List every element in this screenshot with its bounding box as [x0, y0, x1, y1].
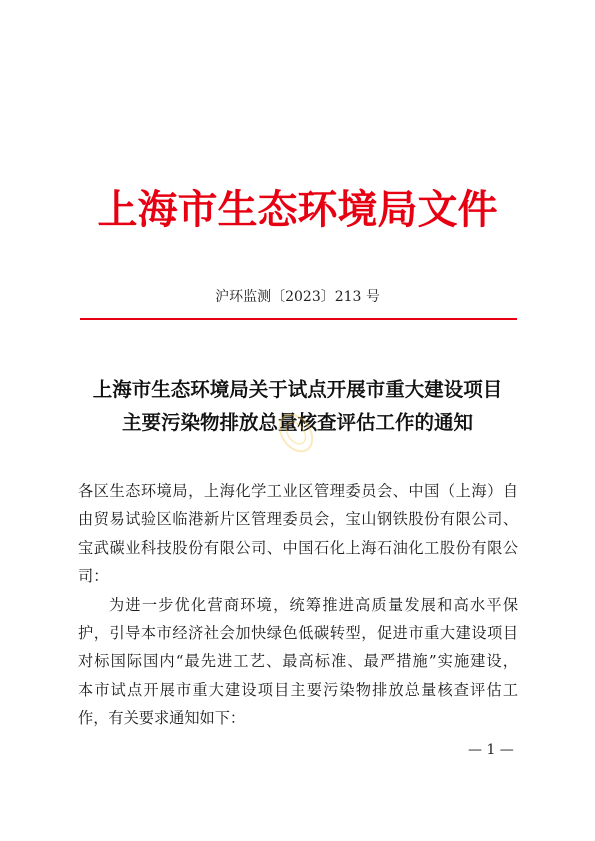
paragraph-line: 对标国际国内“最先进工艺、最高标准、最严措施”实施建设，	[78, 652, 518, 671]
red-divider-line	[80, 318, 517, 320]
recipients-line: 司：	[78, 567, 109, 586]
paragraph-line: 作，有关要求通知如下：	[78, 709, 246, 728]
recipients-line: 由贸易试验区临港新片区管理委员会，宝山钢铁股份有限公司、	[78, 510, 518, 529]
paragraph-1	[78, 591, 518, 733]
page-number: — 1 —	[468, 742, 514, 758]
recipients	[78, 477, 518, 591]
document-body	[78, 477, 518, 733]
recipients-line: 宝武碳业科技股份有限公司、中国石化上海石油化工股份有限公	[78, 538, 518, 557]
paragraph-line: 本市试点开展市重大建设项目主要污染物排放总量核查评估工	[78, 680, 518, 699]
title-line-1: 上海市生态环境局关于试点开展市重大建设项目	[92, 378, 503, 401]
paragraph-line: 护，引导本市经济社会加快绿色低碳转型，促进市重大建设项目	[78, 624, 518, 643]
recipients-line: 各区生态环境局，上海化学工业区管理委员会、中国（上海）自	[78, 482, 518, 500]
paragraph-line: 为进一步优化营商环境，统筹推进高质量发展和高水平保	[109, 595, 518, 614]
document-number: 沪环监测〔2023〕213 号	[215, 289, 380, 305]
title-line-2: 主要污染物排放总量核查评估工作的通知	[121, 411, 473, 434]
masthead-title: 上海市生态环境局文件	[97, 186, 498, 233]
